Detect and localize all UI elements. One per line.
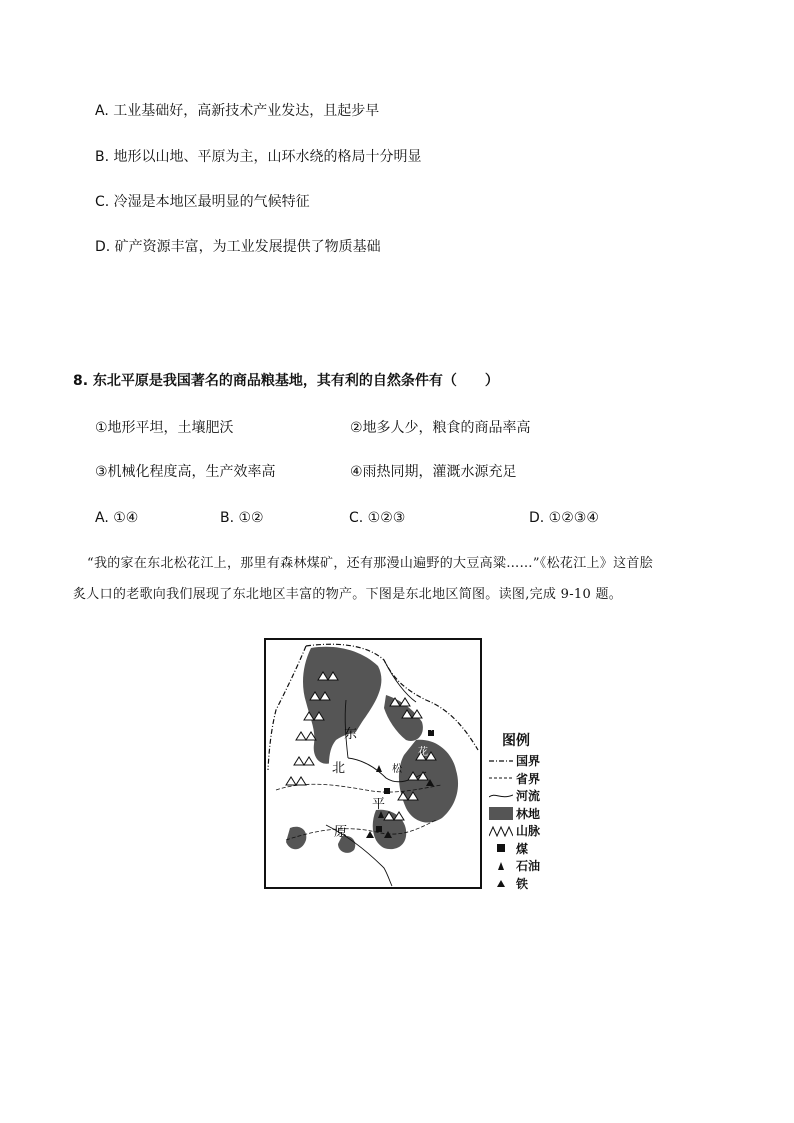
legend-label: 煤 — [516, 841, 529, 856]
iron-symbol — [366, 831, 374, 838]
q7-option-b: B. 地形以山地、平原为主，山环水绕的格局十分明显 — [95, 149, 422, 165]
legend-row-oil — [488, 857, 558, 875]
oil-icon — [488, 859, 514, 873]
map-drawing — [266, 640, 480, 887]
map-label-ping: 平 — [372, 797, 386, 812]
q8-item-4: ④雨热同期，灌溉水源充足 — [350, 464, 517, 480]
legend-label: 河流 — [516, 789, 541, 804]
q8-item-2: ②地多人少，粮食的商品率高 — [350, 420, 531, 436]
legend-row-coal — [488, 840, 558, 858]
iron-icon — [488, 876, 514, 890]
map-label-song: 松 — [392, 764, 402, 775]
legend-label: 林地 — [516, 806, 541, 821]
legend-label: 国界 — [516, 754, 541, 769]
national-border-icon — [488, 754, 514, 768]
q7-option-c: C. 冷湿是本地区最明显的气候特征 — [95, 194, 310, 210]
legend-label: 铁 — [516, 876, 529, 891]
legend-title: 图例 — [502, 733, 530, 749]
legend-label: 省界 — [516, 771, 541, 786]
forest-patch-sw — [286, 827, 306, 850]
forest-changbai — [399, 740, 458, 823]
province-boundary-2 — [286, 820, 436, 840]
q8-choice-a: A. ①④ — [95, 510, 139, 526]
q8-choice-d: D. ①②③④ — [529, 510, 599, 526]
national-border-line-west — [268, 646, 306, 770]
map-label-jiang: 江 — [430, 722, 440, 733]
passage-line-2: 炙人口的老歌向我们展现了东北地区丰富的物产。下图是东北地区简图。读图,完成 9-10 题。 — [73, 587, 623, 602]
q8-choice-c: C. ①②③ — [349, 510, 406, 526]
legend-row-river — [488, 787, 558, 805]
forest-icon — [488, 806, 514, 820]
coal-symbol — [376, 826, 382, 832]
river-heilong — [384, 660, 416, 702]
coal-icon — [488, 841, 514, 855]
q8-item-1: ①地形平坦，土壤肥沃 — [95, 420, 234, 436]
legend-label: 山脉 — [516, 824, 541, 839]
q8-item-3: ③机械化程度高，生产效率高 — [95, 464, 276, 480]
q8-stem: 8. 东北平原是我国著名的商品粮基地，其有利的自然条件有（ ） — [73, 373, 499, 389]
map-label-dong: 东 — [344, 727, 358, 742]
province-border-icon — [488, 771, 514, 785]
map-legend — [488, 730, 558, 892]
legend-label: 石油 — [516, 859, 541, 874]
legend-row-forest — [488, 805, 558, 823]
q7-option-a: A. 工业基础好，高新技术产业发达，且起步早 — [95, 103, 380, 119]
map-label-hua: 花 — [418, 747, 428, 758]
legend-row-iron — [488, 875, 558, 893]
map-label-yuan: 原 — [334, 825, 348, 840]
legend-row-province-border — [488, 770, 558, 788]
passage-line-1: “我的家在东北松花江上，那里有森林煤矿，还有那漫山遍野的大豆高粱……”《松花江上》这首脍 — [87, 556, 653, 571]
legend-row-national-border — [488, 752, 558, 770]
q7-option-d: D. 矿产资源丰富，为工业发展提供了物质基础 — [95, 239, 381, 255]
northeast-map — [264, 638, 482, 889]
map-label-bei: 北 — [332, 761, 346, 776]
legend-row-mountain — [488, 822, 558, 840]
mountain-icon — [488, 824, 514, 838]
q8-choice-b: B. ①② — [220, 510, 264, 526]
coal-symbol — [384, 788, 390, 794]
river-icon — [488, 789, 514, 803]
